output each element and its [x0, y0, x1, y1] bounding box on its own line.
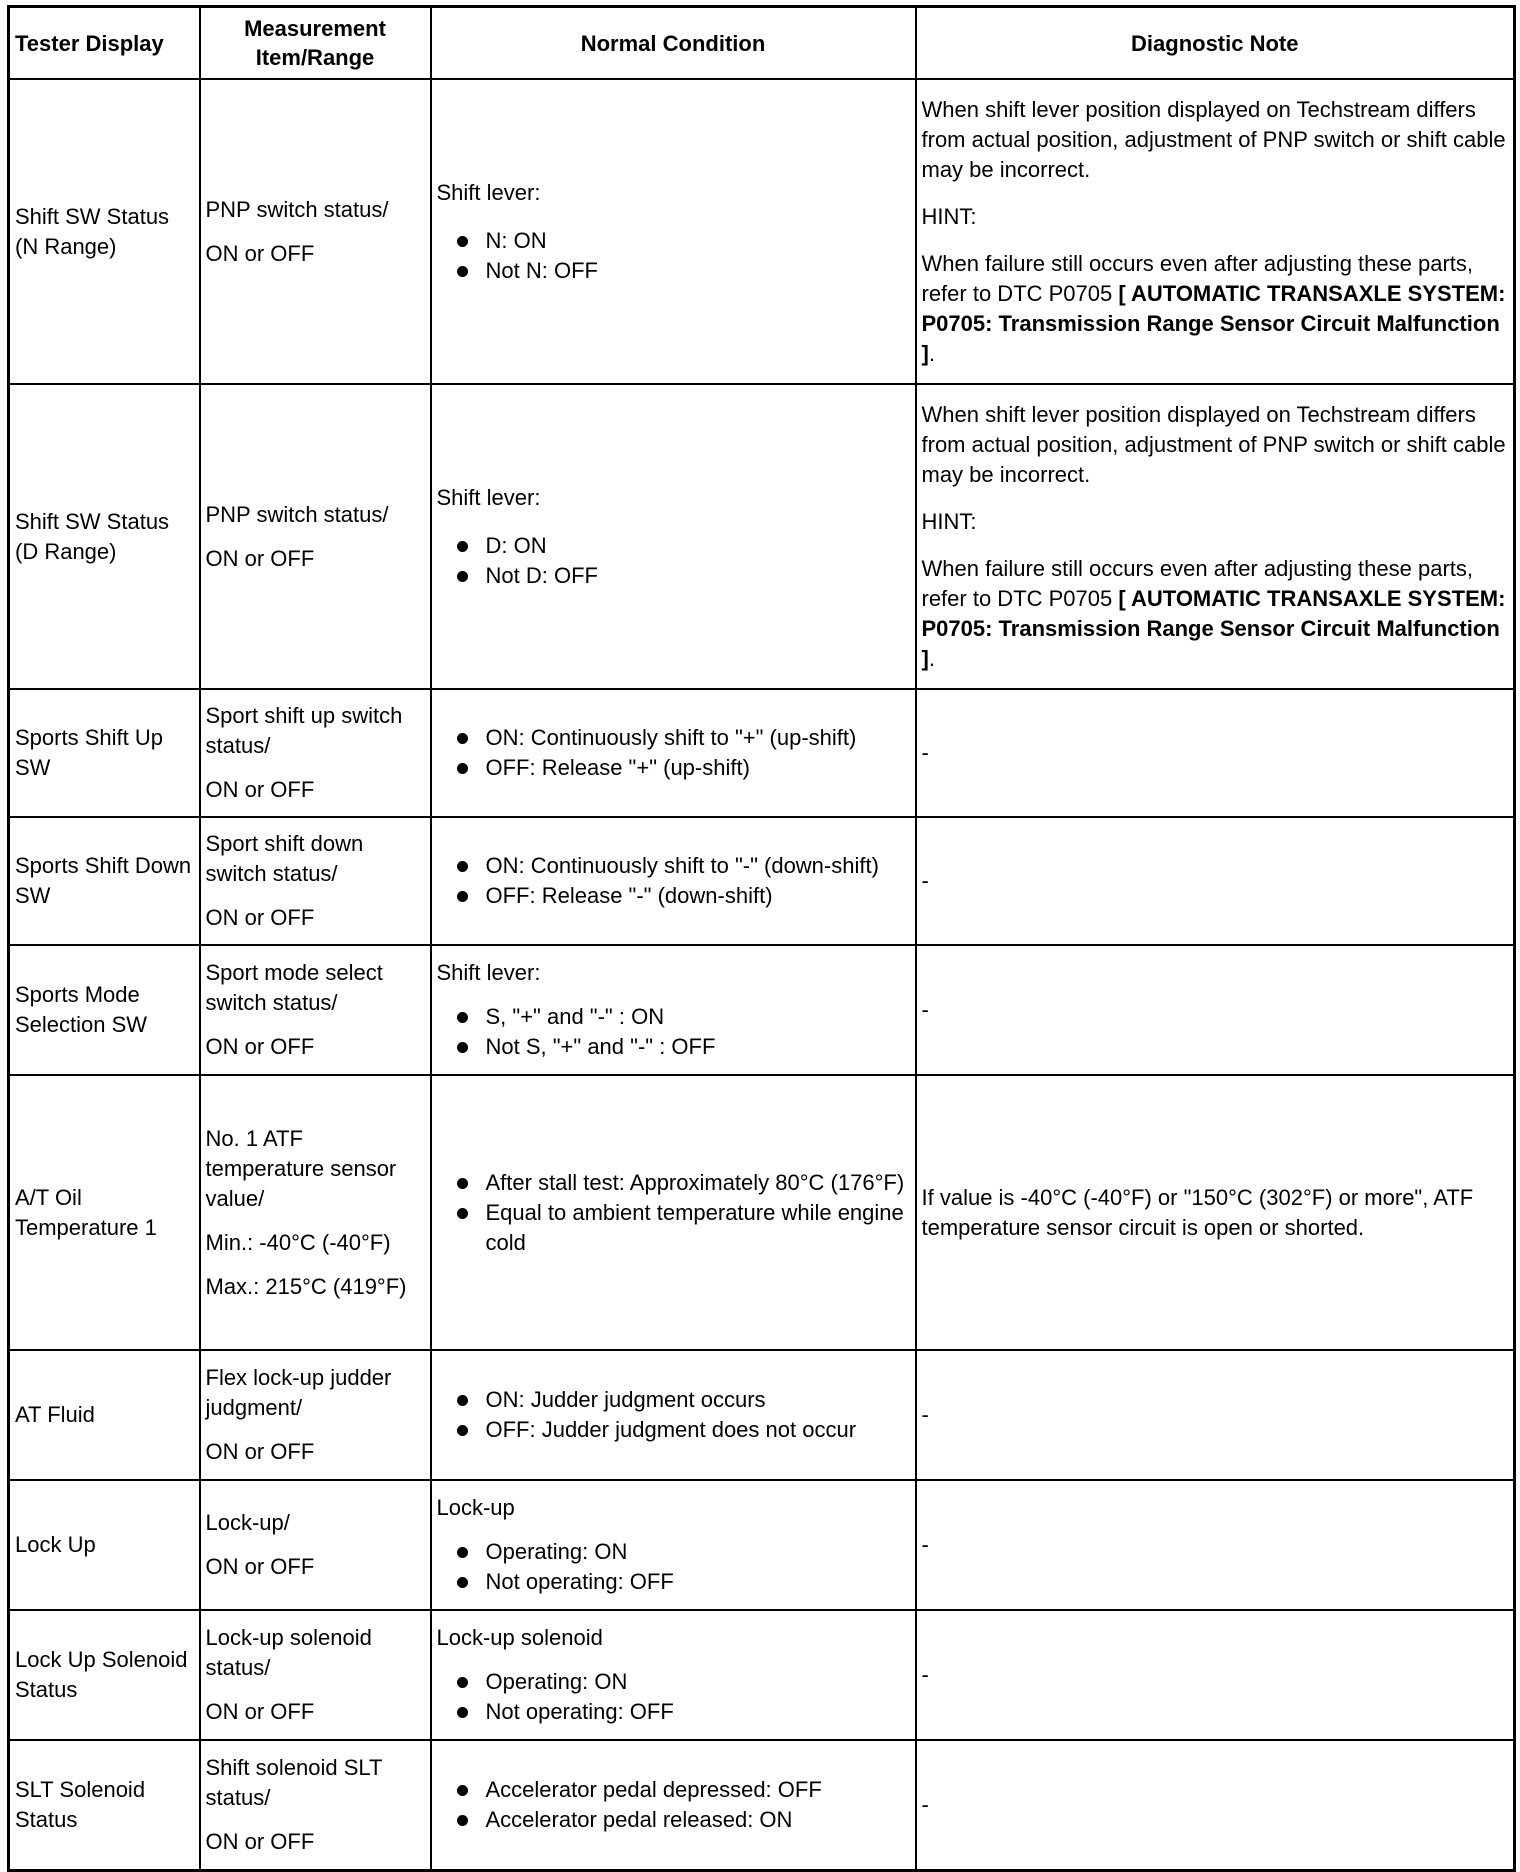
measurement-range: ON or OFF [205, 905, 315, 930]
measurement-cell [200, 817, 431, 945]
header-normal-condition: Normal Condition [431, 7, 916, 80]
note-reference: When failure still occurs even after adjusting these parts, refer to DTC P0705 [ AUTOMATIC TRANSAXLE SYSTEM: P0705: Transmission Range Sensor Circuit Malfunction ]. [921, 555, 1506, 671]
list-item: Accelerator pedal released: ON [437, 1805, 910, 1835]
table-row [9, 1610, 1515, 1740]
measurement-item: PNP switch status/ [205, 501, 389, 527]
measurement-cell [200, 1610, 431, 1740]
normal-condition-cell [431, 1740, 916, 1870]
tester-display-cell: Sports Shift Up SW [9, 689, 200, 817]
condition-intro: Lock-up [436, 1495, 515, 1520]
measurement-item: No. 1 ATF temperature sensor value/ [205, 1125, 397, 1211]
measurement-max: Max.: 215°C (419°F) [205, 1273, 407, 1299]
list-item: After stall test: Approximately 80°C (176°F) [437, 1168, 910, 1198]
header-tester-display: Tester Display [9, 7, 200, 80]
list-item: Accelerator pedal depressed: OFF [437, 1775, 910, 1805]
list-item: Not operating: OFF [437, 1567, 910, 1597]
measurement-range: ON or OFF [205, 1699, 315, 1724]
table-row [9, 79, 1515, 384]
normal-condition-cell [431, 1480, 916, 1610]
measurement-item: Lock-up/ [205, 1510, 290, 1535]
condition-intro: Shift lever: [436, 179, 541, 205]
list-item: Operating: ON [437, 1667, 910, 1697]
measurement-item: Sport mode select switch status/ [205, 960, 383, 1015]
list-item: Not N: OFF [437, 256, 910, 286]
list-item: S, "+" and "-" : ON [437, 1002, 910, 1032]
note-hint: HINT: [921, 203, 977, 229]
condition-intro: Shift lever: [436, 960, 541, 985]
list-item: OFF: Release "+" (up-shift) [437, 753, 910, 783]
header-diagnostic-note: Diagnostic Note [916, 7, 1515, 80]
note-hint: HINT: [921, 508, 977, 534]
dtc-reference: [ AUTOMATIC TRANSAXLE SYSTEM: P0705: Transmission Range Sensor Circuit Malfunction ] [921, 585, 1506, 671]
table-row [9, 689, 1515, 817]
measurement-range: ON or OFF [205, 1034, 315, 1059]
measurement-range: ON or OFF [205, 545, 315, 571]
measurement-item: Flex lock-up judder judgment/ [205, 1365, 392, 1420]
diagnostic-note-cell: - [916, 1610, 1515, 1740]
table-row [9, 384, 1515, 689]
list-item: ON: Continuously shift to "-" (down-shift) [437, 851, 910, 881]
table-header-row [9, 7, 1515, 80]
table-row [9, 945, 1515, 1075]
diagnostic-note-cell: - [916, 1740, 1515, 1870]
normal-condition-cell [431, 817, 916, 945]
table-row [9, 1350, 1515, 1480]
normal-condition-cell [431, 1610, 916, 1740]
tester-display-cell: A/T Oil Temperature 1 [9, 1075, 200, 1350]
table-row [9, 1075, 1515, 1350]
measurement-cell [200, 1075, 431, 1350]
tester-display-cell: Sports Shift Down SW [9, 817, 200, 945]
normal-condition-cell [431, 689, 916, 817]
normal-condition-cell [431, 384, 916, 689]
normal-condition-cell [431, 79, 916, 384]
tester-display-cell: AT Fluid [9, 1350, 200, 1480]
note-text: When shift lever position displayed on Techstream differs from actual position, adjustment of PNP switch or shift cable may be incorrect. [921, 96, 1506, 182]
condition-list [437, 1002, 910, 1062]
diagnostic-note-cell: - [916, 945, 1515, 1075]
list-item: OFF: Judder judgment does not occur [437, 1415, 910, 1445]
list-item: N: ON [437, 226, 910, 256]
diagnostic-note-cell: If value is -40°C (-40°F) or "150°C (302°F) or more", ATF temperature sensor circuit is open or shorted. [916, 1075, 1515, 1350]
measurement-range: ON or OFF [205, 1554, 315, 1579]
diagnostic-note-cell: - [916, 689, 1515, 817]
table-row [9, 1740, 1515, 1870]
table-row [9, 1480, 1515, 1610]
condition-list [437, 531, 910, 591]
measurement-cell [200, 1350, 431, 1480]
measurement-item: Sport shift down switch status/ [205, 831, 364, 886]
measurement-cell [200, 689, 431, 817]
list-item: Equal to ambient temperature while engine cold [437, 1198, 910, 1258]
note-text: When shift lever position displayed on Techstream differs from actual position, adjustment of PNP switch or shift cable may be incorrect. [921, 401, 1506, 487]
measurement-item: Shift solenoid SLT status/ [205, 1754, 383, 1810]
table-row [9, 817, 1515, 945]
normal-condition-cell [431, 1075, 916, 1350]
diagnostic-note-cell: - [916, 1480, 1515, 1610]
measurement-range: ON or OFF [205, 1439, 315, 1464]
diagnostic-note-cell [916, 384, 1515, 689]
condition-intro: Shift lever: [436, 484, 541, 510]
measurement-cell [200, 945, 431, 1075]
measurement-cell [200, 1480, 431, 1610]
condition-list [437, 1537, 910, 1597]
tester-display-cell: Sports Mode Selection SW [9, 945, 200, 1075]
condition-intro: Lock-up solenoid [436, 1625, 603, 1650]
normal-condition-cell [431, 945, 916, 1075]
tester-display-cell: Shift SW Status (N Range) [9, 79, 200, 384]
list-item: ON: Judder judgment occurs [437, 1385, 910, 1415]
condition-list [437, 1775, 910, 1835]
measurement-range: ON or OFF [205, 1828, 315, 1854]
list-item: Not S, "+" and "-" : OFF [437, 1032, 910, 1062]
diagnostic-note-cell [916, 79, 1515, 384]
measurement-min: Min.: -40°C (-40°F) [205, 1229, 391, 1255]
measurement-item: PNP switch status/ [205, 196, 389, 222]
tester-display-cell: Lock Up Solenoid Status [9, 1610, 200, 1740]
normal-condition-cell [431, 1350, 916, 1480]
measurement-cell [200, 384, 431, 689]
list-item: Not D: OFF [437, 561, 910, 591]
measurement-item: Sport shift up switch status/ [205, 703, 403, 758]
measurement-cell [200, 79, 431, 384]
condition-list [437, 1385, 910, 1445]
condition-list [437, 226, 910, 286]
tester-display-cell: Shift SW Status (D Range) [9, 384, 200, 689]
list-item: Operating: ON [437, 1537, 910, 1567]
list-item: ON: Continuously shift to "+" (up-shift) [437, 723, 910, 753]
tester-display-cell: SLT Solenoid Status [9, 1740, 200, 1870]
header-measurement: Measurement Item/Range [200, 7, 431, 80]
condition-list [437, 723, 910, 783]
condition-list [437, 1168, 910, 1258]
diagnostic-note-cell: - [916, 817, 1515, 945]
measurement-range: ON or OFF [205, 240, 315, 266]
diagnostic-note-cell: - [916, 1350, 1515, 1480]
dtc-reference: [ AUTOMATIC TRANSAXLE SYSTEM: P0705: Transmission Range Sensor Circuit Malfunction ] [921, 280, 1506, 366]
measurement-item: Lock-up solenoid status/ [205, 1625, 372, 1680]
list-item: D: ON [437, 531, 910, 561]
list-item: OFF: Release "-" (down-shift) [437, 881, 910, 911]
diagnostic-data-list [7, 5, 1513, 1872]
measurement-cell [200, 1740, 431, 1870]
note-reference: When failure still occurs even after adjusting these parts, refer to DTC P0705 [ AUTOMATIC TRANSAXLE SYSTEM: P0705: Transmission Range Sensor Circuit Malfunction ]. [921, 250, 1506, 366]
list-item: Not operating: OFF [437, 1697, 910, 1727]
condition-list [437, 1667, 910, 1727]
condition-list [437, 851, 910, 911]
measurement-range: ON or OFF [205, 777, 315, 802]
tester-display-cell: Lock Up [9, 1480, 200, 1610]
data-list-table [7, 5, 1516, 1872]
